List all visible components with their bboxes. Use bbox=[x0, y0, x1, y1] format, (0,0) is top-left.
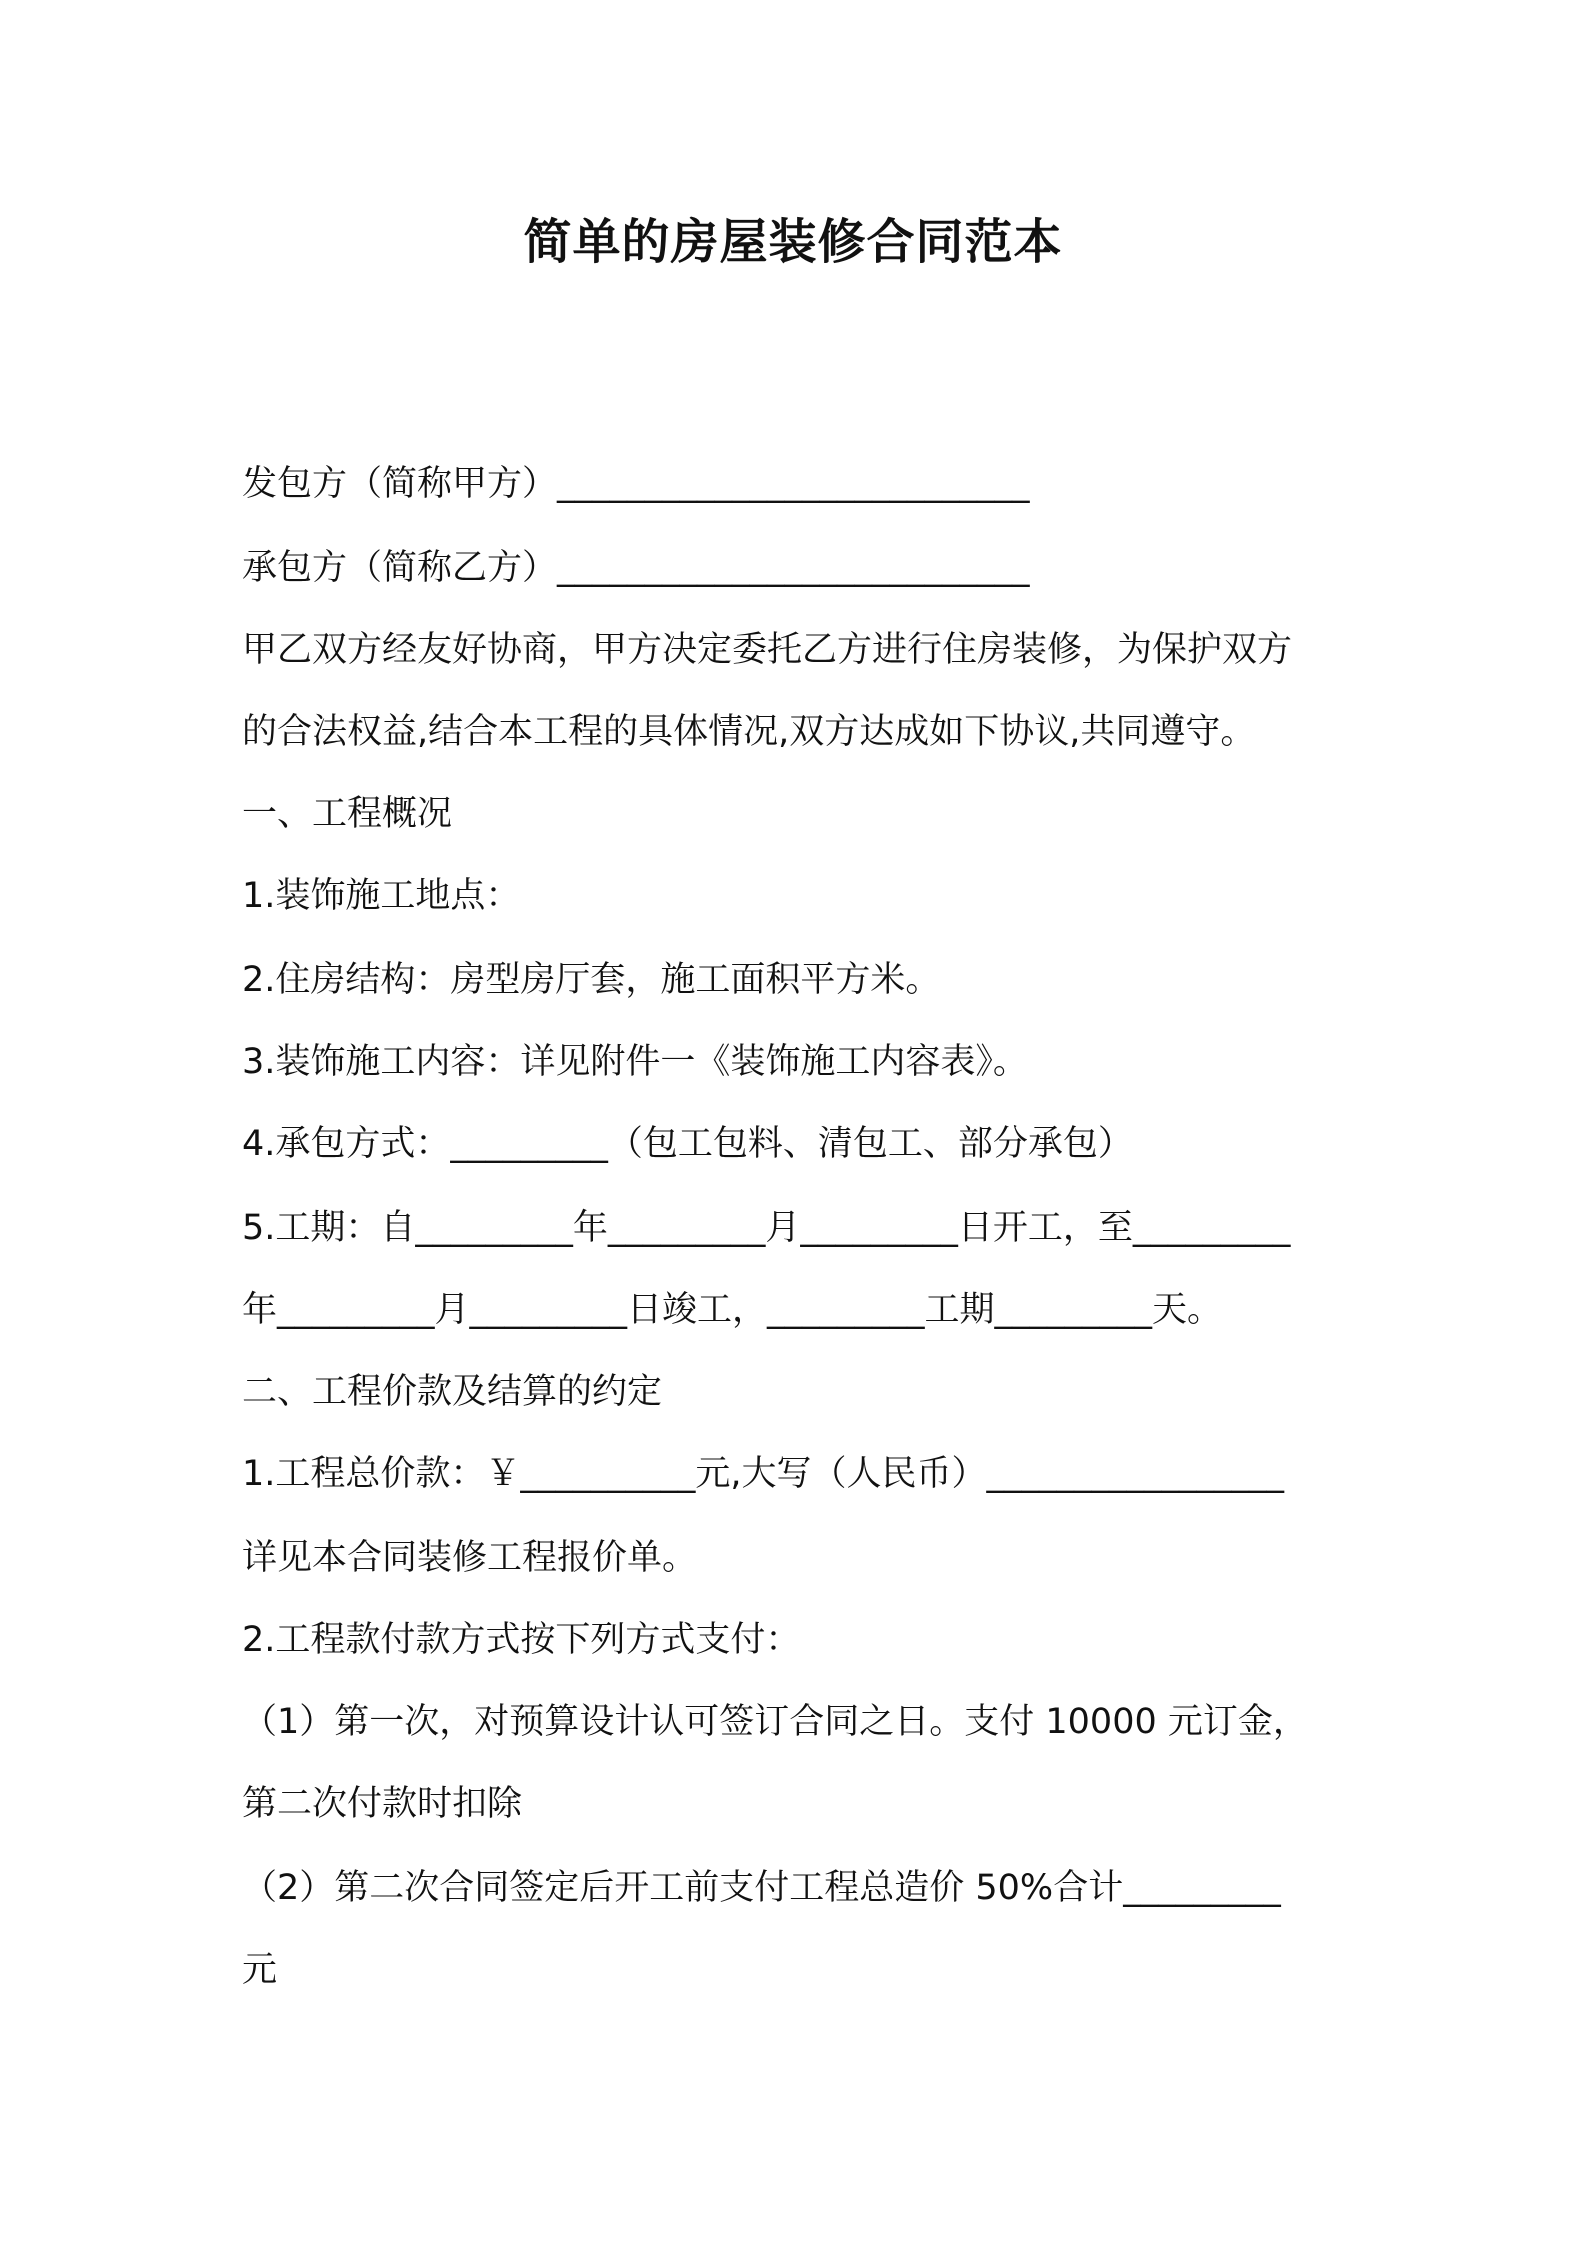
clause-line: 5.工期：自_________年_________月_________日开工，至_________ bbox=[242, 1208, 1291, 1248]
clause-line: 1.装饰施工地点： bbox=[242, 876, 521, 916]
clause-line: 1.工程总价款：￥__________元,大写（人民币）_________________ bbox=[242, 1454, 1285, 1494]
section-heading-2: 二、工程价款及结算的约定 bbox=[242, 1372, 663, 1412]
clause-line: 4.承包方式：_________（包工包料、清包工、部分承包） bbox=[242, 1124, 1133, 1164]
clause-line: 2.工程款付款方式按下列方式支付： bbox=[242, 1620, 801, 1660]
clause-line: （1）第一次，对预算设计认可签订合同之日。支付 10000 元订金， bbox=[242, 1702, 1308, 1742]
document-title: 简单的房屋装修合同范本 bbox=[523, 214, 1063, 270]
clause-line: （2）第二次合同签定后开工前支付工程总造价 50%合计_________ bbox=[242, 1868, 1281, 1908]
clause-line: 年_________月_________日竣工，_________工期_________天。 bbox=[242, 1290, 1223, 1330]
clause-line: 详见本合同装修工程报价单。 bbox=[242, 1538, 698, 1578]
clause-line: 3.装饰施工内容：详见附件一《装饰施工内容表》。 bbox=[242, 1042, 1028, 1082]
party-a-line: 发包方（简称甲方）___________________________ bbox=[242, 464, 1030, 504]
party-b-line: 承包方（简称乙方）___________________________ bbox=[242, 548, 1030, 588]
section-heading-1: 一、工程概况 bbox=[242, 794, 453, 834]
intro-line-2: 的合法权益,结合本工程的具体情况,双方达成如下协议,共同遵守。 bbox=[242, 712, 1256, 752]
clause-line: 2.住房结构：房型房厅套，施工面积平方米。 bbox=[242, 960, 941, 1000]
intro-line-1: 甲乙双方经友好协商，甲方决定委托乙方进行住房装修，为保护双方 bbox=[242, 630, 1293, 670]
clause-line: 第二次付款时扣除 bbox=[242, 1784, 523, 1824]
clause-line: 元 bbox=[242, 1950, 278, 1990]
